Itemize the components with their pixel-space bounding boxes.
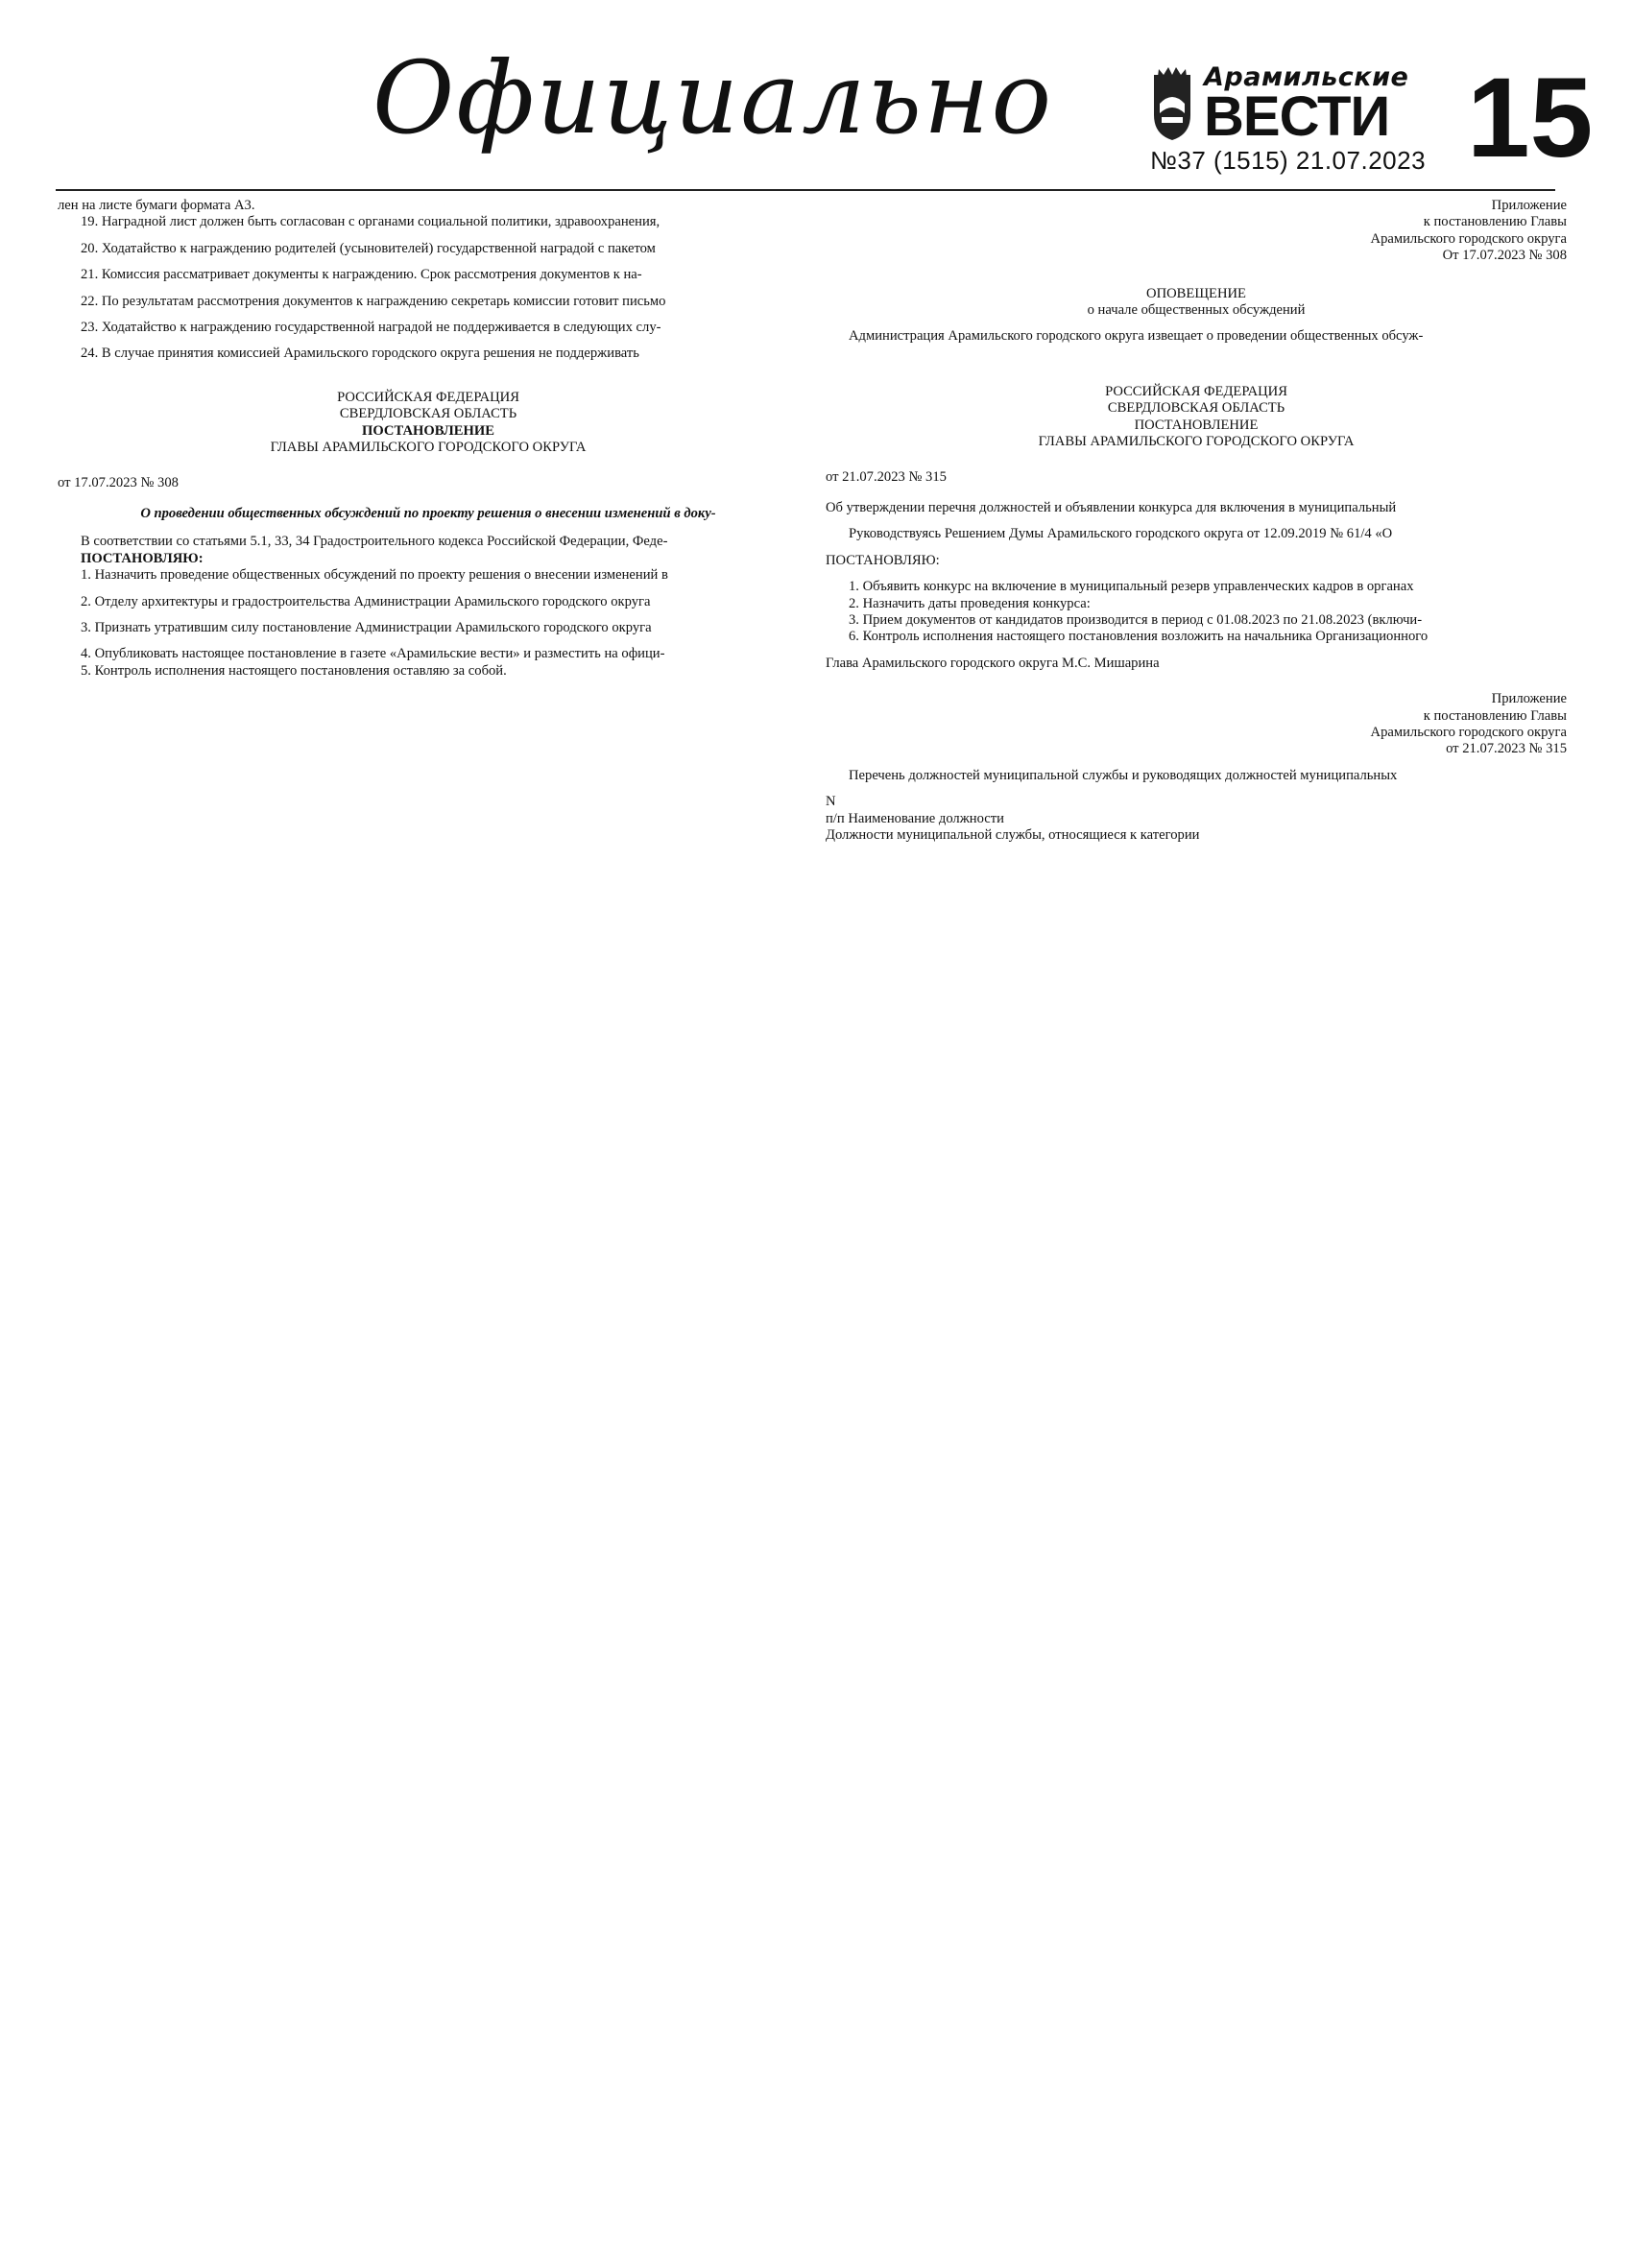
notice-subtitle: о начале общественных обсуждений <box>1087 302 1306 319</box>
header-line: ГЛАВЫ АРАМИЛЬСКОГО ГОРОДСКОГО ОКРУГА <box>270 440 587 456</box>
notice-title: ОПОВЕЩЕНИЕ <box>1146 285 1246 301</box>
logo-text-bottom: ВЕСТИ <box>1204 85 1390 148</box>
header-line: РОССИЙСКАЯ ФЕДЕРАЦИЯ <box>337 389 519 405</box>
header-line: СВЕРДЛОВСКАЯ ОБЛАСТЬ <box>1107 400 1285 417</box>
decree-header-315 <box>826 384 1567 451</box>
point-1-315: 1. Объявить конкурс на включение в муниципальный резерв управленческих кадров в органах <box>849 579 1414 595</box>
continuation-text: лен на листе бумаги формата А3. <box>58 198 255 213</box>
header-line: ПОСТАНОВЛЕНИЕ <box>1134 417 1259 433</box>
point-1-308: 1. Назначить проведение общественных обсуждений по проекту решения о внесении изменений в <box>81 567 668 584</box>
notice-text: Администрация Арамильского городского округа извещает о проведении общественных обсуж- <box>849 328 1424 345</box>
section-title: Официально <box>372 39 1054 156</box>
point-2-315: 2. Назначить даты проведения конкурса: <box>849 595 1091 611</box>
preamble-308: В соответствии со статьями 5.1, 33, 34 Градостроительного кодекса Российской Федерации, Феде- <box>81 534 668 550</box>
masthead <box>0 0 1633 187</box>
decree-header-308 <box>58 390 799 457</box>
right-column <box>826 198 1567 844</box>
item-20: 20. Ходатайство к награждению родителей (усыновителей) государственной наградой с пакетом <box>81 240 656 256</box>
point-2-308: 2. Отделу архитектуры и градостроительства Администрации Арамильского городского округа <box>81 593 651 609</box>
header-line: ГЛАВЫ АРАМИЛЬСКОГО ГОРОДСКОГО ОКРУГА <box>1038 434 1355 450</box>
annex-line: Приложение <box>1491 691 1567 707</box>
signature-315: Глава Арамильского городского округа М.С. Мишарина <box>826 655 1160 671</box>
list-item: Должности муниципальной службы, относящиеся к категории <box>826 826 1200 843</box>
list-head-n: N <box>826 794 836 810</box>
page-number: 15 <box>1467 55 1594 181</box>
annex-line: Арамильского городского округа <box>1370 230 1567 247</box>
point-3-308: 3. Признать утратившим силу постановление Администрации Арамильского городского округа <box>81 619 652 635</box>
resolve-heading-315: ПОСТАНОВЛЯЮ: <box>826 552 940 568</box>
item-19: 19. Наградной лист должен быть согласован с органами социальной политики, здравоохранения, <box>81 214 660 230</box>
point-5-308: 5. Контроль исполнения настоящего постановления оставляю за собой. <box>81 662 507 679</box>
decree-date-315: от 21.07.2023 № 315 <box>826 469 947 486</box>
header-line: РОССИЙСКАЯ ФЕДЕРАЦИЯ <box>1105 383 1287 399</box>
left-column <box>58 198 799 680</box>
point-6-315: 6. Контроль исполнения настоящего постановления возложить на начальника Организационного <box>849 629 1429 645</box>
issue-number-date: №37 (1515) 21.07.2023 <box>1150 146 1427 175</box>
annex-line: от 21.07.2023 № 315 <box>1446 741 1567 757</box>
decree-title-315: Об утверждении перечня должностей и объявлении конкурса для включения в муниципальный <box>826 499 1397 515</box>
point-3-315: 3. Прием документов от кандидатов производится в период с 01.08.2023 по 21.08.2023 (включи- <box>849 611 1423 628</box>
header-line: СВЕРДЛОВСКАЯ ОБЛАСТЬ <box>339 406 517 422</box>
item-23: 23. Ходатайство к награждению государственной наградой не поддерживается в следующих слу- <box>81 320 661 336</box>
masthead-rule <box>56 189 1555 191</box>
annex-heading-315 <box>826 691 1567 758</box>
newspaper-logo <box>1150 62 1409 158</box>
logo-text-top: Арамильские <box>1204 62 1409 92</box>
annex-line: Арамильского городского округа <box>1370 724 1567 740</box>
resolve-heading-308: ПОСТАНОВЛЯЮ: <box>81 550 204 566</box>
item-24: 24. В случае принятия комиссией Арамильского городского округа решения не поддерживать <box>81 346 639 362</box>
list-head-title: п/п Наименование должности <box>826 810 1004 826</box>
annex-line: к постановлению Главы <box>1423 707 1567 724</box>
annex-line: к постановлению Главы <box>1423 214 1567 230</box>
coat-of-arms-icon <box>1150 65 1194 142</box>
preamble-315: Руководствуясь Решением Думы Арамильского городского округа от 12.09.2019 № 61/4 «О <box>849 526 1393 542</box>
annex-heading-308 <box>826 198 1567 265</box>
item-21: 21. Комиссия рассматривает документы к награждению. Срок рассмотрения документов к на- <box>81 267 642 283</box>
notice-heading <box>826 286 1567 320</box>
item-22: 22. По результатам рассмотрения документов к награждению секретарь комиссии готовит письмо <box>81 293 666 309</box>
annex-line: От 17.07.2023 № 308 <box>1442 248 1567 264</box>
point-4-308: 4. Опубликовать настоящее постановление в газете «Арамильские вести» и разместить на офици- <box>81 646 665 662</box>
list-intro: Перечень должностей муниципальной службы и руководящих должностей муниципальных <box>849 767 1398 783</box>
annex-line: Приложение <box>1491 198 1567 213</box>
header-line: ПОСТАНОВЛЕНИЕ <box>362 422 494 439</box>
decree-title-308: О проведении общественных обсуждений по проекту решения о внесении изменений в доку- <box>140 505 716 521</box>
decree-date-308: от 17.07.2023 № 308 <box>58 475 179 491</box>
